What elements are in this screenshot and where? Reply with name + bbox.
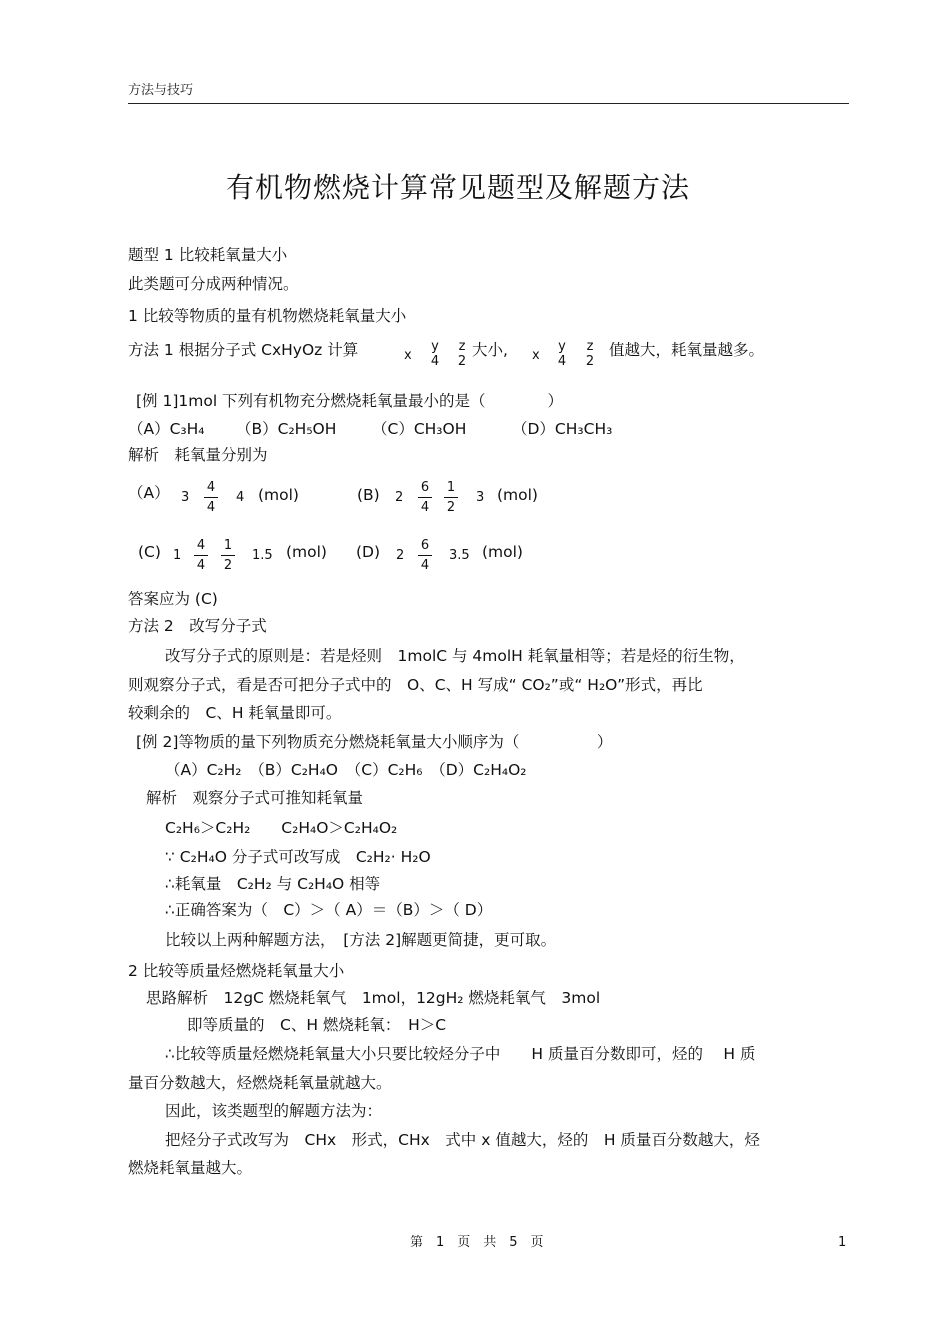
analysis-1: 解析 耗氧量分别为 [128,446,268,464]
example-1-option-d: （D）CH₃CH₃ [512,420,613,438]
calc-c-unit: (mol) [286,543,327,561]
method-1-text: 方法 1 根据分子式 CxHyOz 计算 [128,341,359,359]
comparison-conclusion: 比较以上两种解题方法， [方法 2]解题更简捷，更可取。 [165,931,557,949]
page-title: 有机物燃烧计算常见题型及解题方法 [226,171,691,204]
subsection-heading-1: 1 比较等物质的量有机物燃烧耗氧量大小 [128,307,407,325]
calc-b-coef: 2 [395,490,404,505]
calc-d-unit: (mol) [482,543,523,561]
example-1-option-b: （B）C₂H₅OH [236,420,337,438]
formula-frac-z2: z 2 [457,339,467,369]
paragraph: 较剩余的 C、H 耗氧量即可。 [128,704,342,722]
footer-page-info: 第 1 页 共 5 页 [410,1235,544,1250]
calc-b-frac-1: 6 4 [418,480,432,515]
calc-b-label: (B) [357,486,380,504]
example-2-options: （A）C₂H₂ （B）C₂H₄O （C）C₂H₆ （D）C₂H₄O₂ [165,761,527,779]
answer-1: 答案应为 (C) [128,590,218,608]
method-1-text-size: 大小, [472,341,508,359]
calc-a-label: （A） [128,484,170,502]
formula-frac-z2: z 2 [585,339,595,369]
paragraph: 思路解析 12gC 燃烧耗氧气 1mol，12gH₂ 燃烧耗氧气 3mol [146,989,601,1007]
paragraph: 因此，该类题型的解题方法为： [165,1102,383,1120]
calc-d-result: 3.5 [449,548,470,563]
calc-a-result: 4 [236,490,245,505]
paragraph: ∴比较等质量烃燃烧耗氧量大小只要比较烃分子中 H 质量百分数即可，烃的 H 质 [165,1045,756,1063]
calc-c-result: 1.5 [252,548,273,563]
calc-c-frac-1: 4 4 [194,538,208,573]
calc-d-frac: 6 4 [418,538,432,573]
header-text: 方法与技巧 [128,83,194,98]
paragraph: 即等质量的 C、H 燃烧耗氧： H＞C [187,1016,447,1034]
paragraph: 改写分子式的原则是：若是烃则 1molC 与 4molH 耗氧量相等；若是烃的衍生物， [165,647,745,665]
calc-d-coef: 2 [396,548,405,563]
header-rule [128,103,849,104]
formula-x: x [532,348,540,363]
formula-x: x [404,348,412,363]
paragraph: 则观察分子式，看是否可把分子式中的 O、C、H 写成“ CO₂”或“ H₂O”形式，再比 [128,676,703,694]
example-1-option-c: （C）CH₃OH [372,420,467,438]
calc-b-unit: (mol) [497,486,538,504]
comparison-line: ∴耗氧量 C₂H₂ 与 C₂H₄O 相等 [165,875,381,893]
example-1-option-a: （A）C₃H₄ [128,420,205,438]
method-1-text-end: 值越大，耗氧量越多。 [609,341,765,359]
calc-c-label: (C) [138,543,161,561]
calc-a-coef: 3 [181,490,190,505]
formula-frac-y4: y 4 [430,339,440,369]
calc-b-frac-2: 1 2 [444,480,458,515]
paragraph: 量百分数越大，烃燃烧耗氧量就越大。 [128,1074,392,1092]
method-2-heading: 方法 2 改写分子式 [128,617,267,635]
calc-d-label: (D) [356,543,381,561]
calc-b-result: 3 [476,490,485,505]
paragraph: 燃烧耗氧量越大。 [128,1159,253,1177]
calc-a-frac: 4 4 [204,480,218,515]
comparison-line: ∴正确答案为（ C）＞（ A）＝（B）＞（ D） [165,901,493,919]
footer-page-number: 1 [838,1235,847,1250]
paragraph: 此类题可分成两种情况。 [128,275,299,293]
formula-frac-y4: y 4 [557,339,567,369]
section-heading-1: 题型 1 比较耗氧量大小 [128,246,288,264]
calc-a-unit: (mol) [258,486,299,504]
example-1: [例 1]1mol 下列有机物充分燃烧耗氧量最小的是（ ） [136,392,564,410]
calc-c-coef: 1 [173,548,182,563]
comparison-line: C₂H₆＞C₂H₂ C₂H₄O＞C₂H₄O₂ [165,819,398,837]
calc-c-frac-2: 1 2 [221,538,235,573]
comparison-line: ∵ C₂H₄O 分子式可改写成 C₂H₂· H₂O [165,848,431,866]
paragraph: 把烃分子式改写为 CHx 形式，CHx 式中 x 值越大，烃的 H 质量百分数越大，烃 [165,1131,760,1149]
analysis-2: 解析 观察分子式可推知耗氧量 [146,789,364,807]
subsection-heading-2: 2 比较等质量烃燃烧耗氧量大小 [128,962,345,980]
example-2: [例 2]等物质的量下列物质充分燃烧耗氧量大小顺序为（ ） [136,733,613,751]
